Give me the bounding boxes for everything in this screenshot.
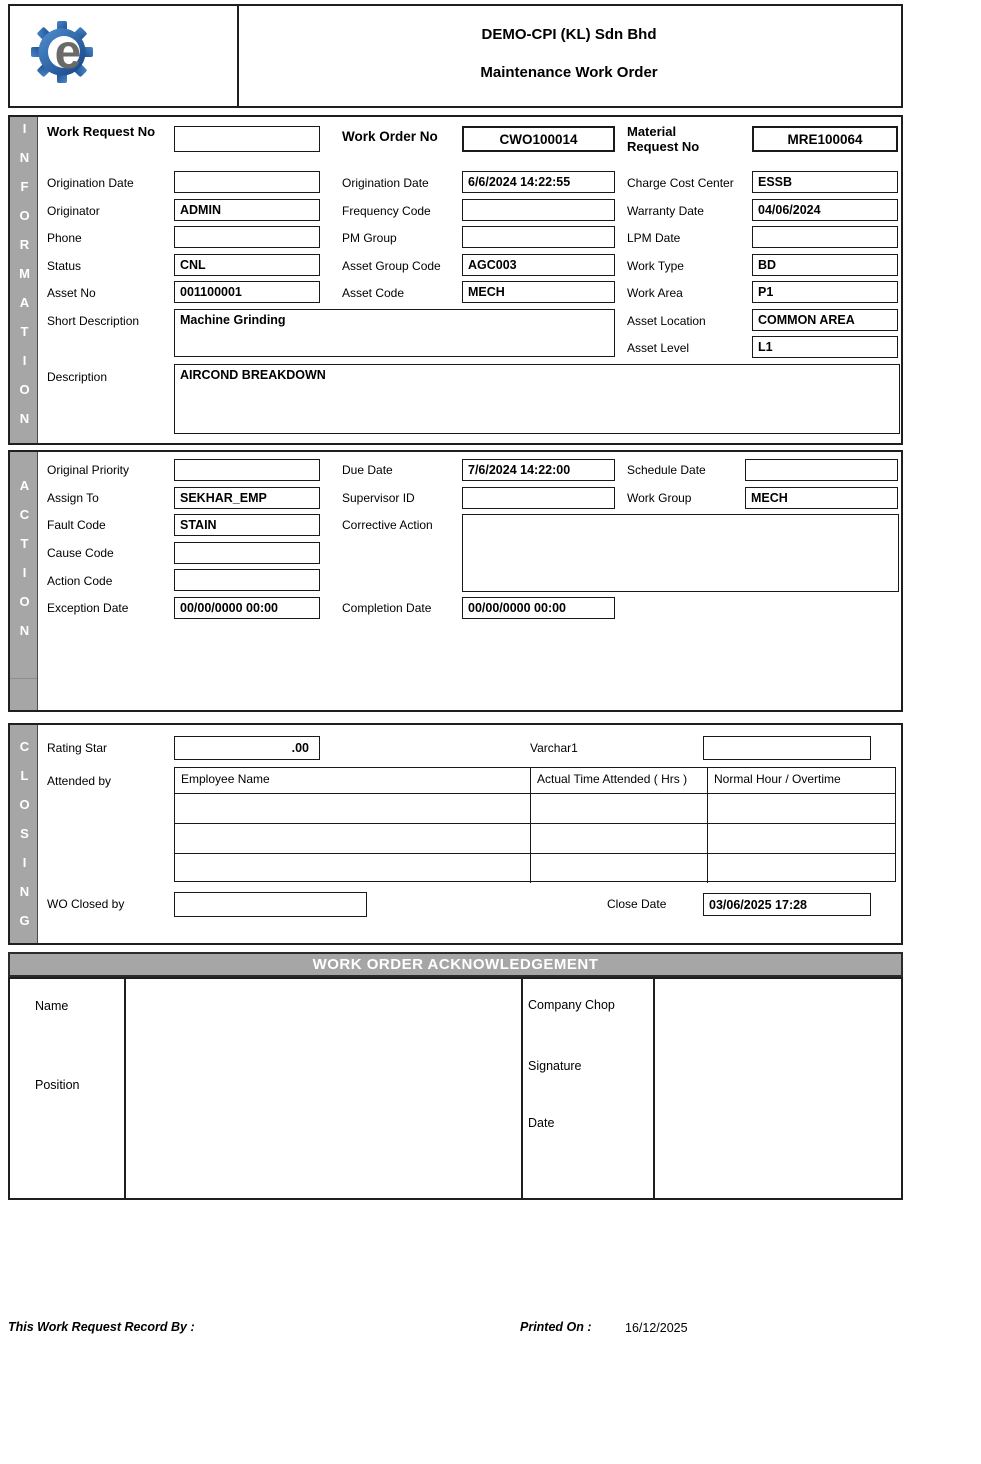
asset-level-field[interactable]: L1: [752, 336, 898, 358]
work-order-no-field[interactable]: CWO100014: [462, 126, 615, 152]
logo-letter: e: [54, 26, 82, 79]
frequency-code-field[interactable]: [462, 199, 615, 221]
acknowledgement-title: WORK ORDER ACKNOWLEDGEMENT: [312, 956, 599, 973]
attended-row: [175, 853, 895, 883]
asset-no-label: Asset No: [47, 286, 96, 300]
description-label: Description: [47, 370, 108, 384]
information-side-label: INFORMATION: [17, 121, 32, 440]
information-section: [8, 115, 903, 445]
assign-to-field[interactable]: SEKHAR_EMP: [174, 487, 320, 509]
asset-level-label: Asset Level: [627, 341, 690, 355]
status-field[interactable]: CNL: [174, 254, 320, 276]
attended-row: [175, 823, 895, 853]
attended-col-normal-overtime: Normal Hour / Overtime: [714, 772, 841, 786]
phone-label: Phone: [47, 231, 82, 245]
asset-group-code-field[interactable]: AGC003: [462, 254, 615, 276]
document-title: Maintenance Work Order: [480, 64, 658, 81]
work-order-no-label: Work Order No: [342, 129, 438, 144]
pm-group-field[interactable]: [462, 226, 615, 248]
wo-closed-by-label: WO Closed by: [47, 897, 125, 911]
attended-cell-hours[interactable]: [708, 824, 895, 853]
lpm-date-label: LPM Date: [627, 231, 681, 245]
schedule-date-field[interactable]: [745, 459, 898, 481]
attended-col-actual-time: Actual Time Attended ( Hrs ): [531, 768, 708, 793]
origination-date-left-label: Origination Date: [47, 176, 134, 190]
asset-location-label: Asset Location: [627, 314, 706, 328]
attended-cell-time[interactable]: [531, 854, 708, 883]
work-type-label: Work Type: [627, 259, 684, 273]
ack-signature-label: Signature: [528, 1059, 582, 1073]
work-group-label: Work Group: [627, 491, 692, 505]
attended-cell-hours[interactable]: [708, 794, 895, 823]
charge-cost-center-field[interactable]: ESSB: [752, 171, 898, 193]
attended-header-row: [175, 768, 895, 793]
work-area-field[interactable]: P1: [752, 281, 898, 303]
material-request-no-label: Material Request No: [627, 124, 700, 154]
attended-by-table: [174, 767, 896, 882]
action-sidebar: [10, 452, 38, 710]
schedule-date-label: Schedule Date: [627, 463, 706, 477]
work-group-field[interactable]: MECH: [745, 487, 898, 509]
origination-date-left-field[interactable]: [174, 171, 320, 193]
cause-code-field[interactable]: [174, 542, 320, 564]
corrective-action-label: Corrective Action: [342, 518, 433, 532]
supervisor-id-field[interactable]: [462, 487, 615, 509]
exception-date-field[interactable]: 00/00/0000 00:00: [174, 597, 320, 619]
attended-cell-hours[interactable]: [708, 854, 895, 883]
work-request-no-field[interactable]: [174, 126, 320, 152]
closing-side-label: CLOSING: [17, 739, 32, 942]
completion-date-label: Completion Date: [342, 601, 432, 615]
warranty-date-label: Warranty Date: [627, 204, 704, 218]
ack-divider-2: [521, 979, 523, 1198]
closing-sidebar: [10, 725, 38, 943]
corrective-action-field[interactable]: [462, 514, 899, 592]
originator-field[interactable]: ADMIN: [174, 199, 320, 221]
description-field[interactable]: AIRCOND BREAKDOWN: [174, 364, 900, 434]
status-label: Status: [47, 259, 82, 273]
close-date-label: Close Date: [607, 897, 667, 911]
attended-by-label: Attended by: [47, 774, 112, 788]
rating-star-field[interactable]: .00: [174, 736, 320, 760]
cause-code-label: Cause Code: [47, 546, 114, 560]
action-section: [8, 450, 903, 712]
action-sidebar-divider: [10, 678, 37, 679]
asset-group-code-label: Asset Group Code: [342, 259, 441, 273]
work-area-label: Work Area: [627, 286, 683, 300]
attended-cell-time[interactable]: [531, 794, 708, 823]
asset-no-field[interactable]: 001100001: [174, 281, 320, 303]
supervisor-id-label: Supervisor ID: [342, 491, 415, 505]
attended-cell-employee[interactable]: [175, 854, 531, 883]
due-date-label: Due Date: [342, 463, 393, 477]
action-code-label: Action Code: [47, 574, 113, 588]
record-by-label: This Work Request Record By :: [8, 1320, 195, 1334]
asset-code-label: Asset Code: [342, 286, 405, 300]
rating-star-label: Rating Star: [47, 741, 108, 755]
ack-position-label: Position: [35, 1078, 80, 1092]
completion-date-field[interactable]: 00/00/0000 00:00: [462, 597, 615, 619]
ack-divider-3: [653, 979, 655, 1198]
report-header: [8, 4, 903, 108]
ack-date-label: Date: [528, 1116, 555, 1130]
origination-date-mid-label: Origination Date: [342, 176, 429, 190]
company-name: DEMO-CPI (KL) Sdn Bhd: [481, 26, 657, 43]
original-priority-field[interactable]: [174, 459, 320, 481]
short-description-field[interactable]: Machine Grinding: [174, 309, 615, 357]
lpm-date-field[interactable]: [752, 226, 898, 248]
action-side-label: ACTION: [17, 478, 32, 652]
ack-divider-1: [124, 979, 126, 1198]
asset-location-field[interactable]: COMMON AREA: [752, 309, 898, 331]
acknowledgement-table: [8, 977, 903, 1200]
attended-cell-employee[interactable]: [175, 824, 531, 853]
printed-on-value: 16/12/2025: [625, 1321, 688, 1335]
phone-field[interactable]: [174, 226, 320, 248]
frequency-code-label: Frequency Code: [342, 204, 431, 218]
varchar1-label: Varchar1: [530, 741, 578, 755]
company-logo-gear-icon: [26, 12, 102, 88]
asset-code-field[interactable]: MECH: [462, 281, 615, 303]
varchar1-field[interactable]: [703, 736, 871, 760]
action-code-field[interactable]: [174, 569, 320, 591]
charge-cost-center-label: Charge Cost Center: [627, 176, 734, 190]
origination-date-mid-field[interactable]: 6/6/2024 14:22:55: [462, 171, 615, 193]
work-type-field[interactable]: BD: [752, 254, 898, 276]
attended-col-employee-name: Employee Name: [175, 768, 531, 793]
assign-to-label: Assign To: [47, 491, 99, 505]
fault-code-label: Fault Code: [47, 518, 106, 532]
ack-company-chop-label: Company Chop: [528, 998, 615, 1012]
fault-code-field[interactable]: STAIN: [174, 514, 320, 536]
ack-name-label: Name: [35, 999, 69, 1013]
attended-cell-employee[interactable]: [175, 794, 531, 823]
due-date-field[interactable]: 7/6/2024 14:22:00: [462, 459, 615, 481]
originator-label: Originator: [47, 204, 100, 218]
close-date-field[interactable]: 03/06/2025 17:28: [703, 893, 871, 916]
acknowledgement-header: [8, 952, 903, 977]
short-description-label: Short Description: [47, 314, 140, 328]
printed-on-label: Printed On :: [520, 1320, 592, 1334]
work-request-no-label: Work Request No: [47, 124, 156, 139]
exception-date-label: Exception Date: [47, 601, 129, 615]
wo-closed-by-field[interactable]: [174, 892, 367, 917]
closing-section: [8, 723, 903, 945]
header-divider: [237, 6, 239, 106]
warranty-date-field[interactable]: 04/06/2024: [752, 199, 898, 221]
material-request-no-field[interactable]: MRE100064: [752, 126, 898, 152]
information-sidebar: [10, 117, 38, 443]
original-priority-label: Original Priority: [47, 463, 130, 477]
pm-group-label: PM Group: [342, 231, 397, 245]
attended-row: [175, 793, 895, 823]
attended-cell-time[interactable]: [531, 824, 708, 853]
